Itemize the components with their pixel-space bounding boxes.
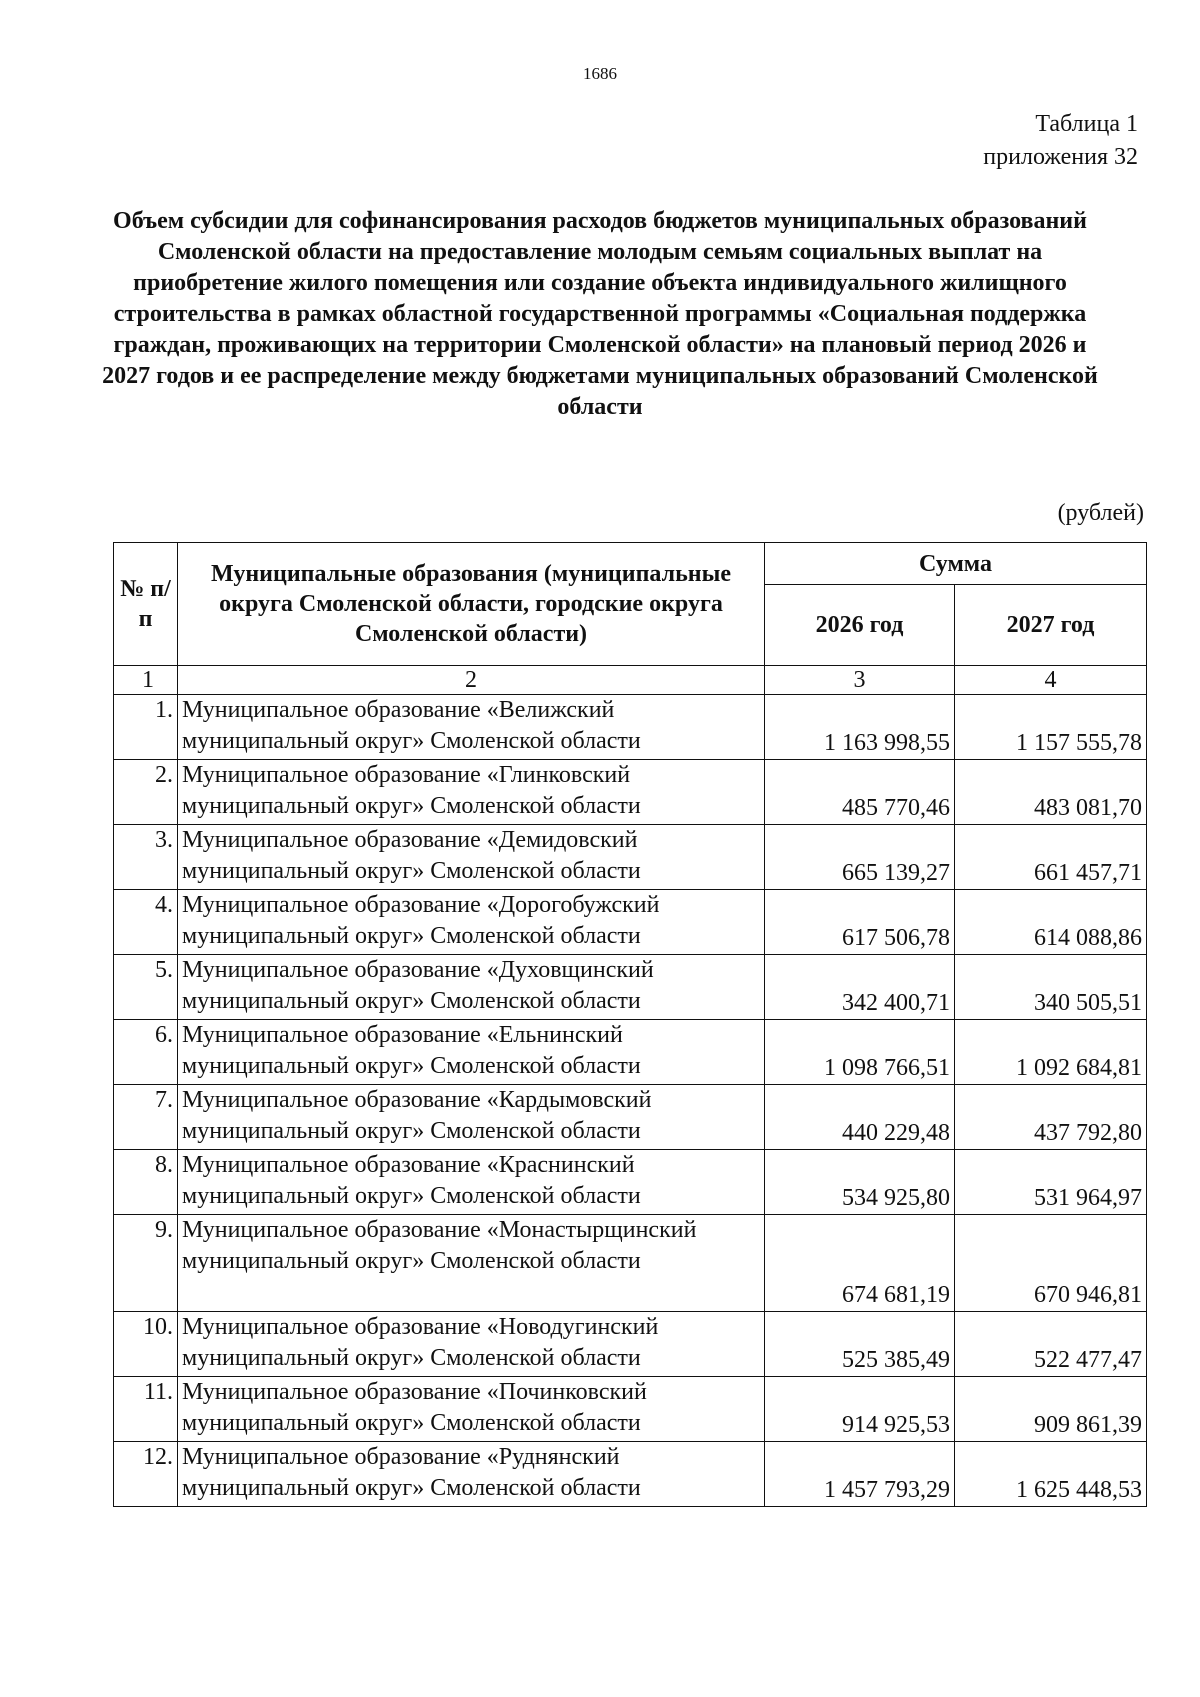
column-number: 4 bbox=[955, 666, 1147, 695]
row-municipality-name: Муниципальное образование «Велижский муниципальный округ» Смоленской области bbox=[178, 695, 765, 760]
row-number: 5. bbox=[114, 955, 178, 1020]
row-number: 6. bbox=[114, 1020, 178, 1085]
row-number: 8. bbox=[114, 1150, 178, 1215]
table-row bbox=[114, 1085, 1147, 1150]
table-row bbox=[114, 1442, 1147, 1507]
row-municipality-name: Муниципальное образование «Ельнинский муниципальный округ» Смоленской области bbox=[178, 1020, 765, 1085]
document-title: Объем субсидии для софинансирования расходов бюджетов муниципальных образований Смоленской области на предоставление молодым семьям социальных выплат на приобретение жилого помещения или создание объекта индивидуального жилищного строительства в рамках областной государственной программы «Социальная поддержка граждан, проживающих на территории Смоленской области» на плановый период 2026 и 2027 годов и ее распределение между бюджетами муниципальных образований Смоленской области bbox=[102, 208, 1098, 420]
row-municipality-name: Муниципальное образование «Новодугинский муниципальный округ» Смоленской области bbox=[178, 1312, 765, 1377]
table-row bbox=[114, 1020, 1147, 1085]
row-number: 9. bbox=[114, 1215, 178, 1312]
row-municipality-name: Муниципальное образование «Дорогобужский муниципальный округ» Смоленской области bbox=[178, 890, 765, 955]
row-number: 12. bbox=[114, 1442, 178, 1507]
units-label: (рублей) bbox=[1057, 500, 1144, 526]
row-municipality-name: Муниципальное образование «Краснинский муниципальный округ» Смоленской области bbox=[178, 1150, 765, 1215]
row-number: 2. bbox=[114, 760, 178, 825]
row-municipality-name: Муниципальное образование «Глинковский муниципальный округ» Смоленской области bbox=[178, 760, 765, 825]
row-number: 4. bbox=[114, 890, 178, 955]
table-row bbox=[114, 955, 1147, 1020]
row-value-2026: 617 506,78 bbox=[765, 890, 955, 955]
row-value-2027: 1 157 555,78 bbox=[955, 695, 1147, 760]
row-value-2027: 483 081,70 bbox=[955, 760, 1147, 825]
row-value-2026: 525 385,49 bbox=[765, 1312, 955, 1377]
row-value-2026: 534 925,80 bbox=[765, 1150, 955, 1215]
table-row bbox=[114, 695, 1147, 760]
table-row bbox=[114, 1215, 1147, 1312]
row-value-2027: 909 861,39 bbox=[955, 1377, 1147, 1442]
header-year-2027: 2027 год bbox=[955, 585, 1147, 666]
row-value-2027: 1 092 684,81 bbox=[955, 1020, 1147, 1085]
row-number: 7. bbox=[114, 1085, 178, 1150]
row-municipality-name: Муниципальное образование «Кардымовский муниципальный округ» Смоленской области bbox=[178, 1085, 765, 1150]
row-number: 11. bbox=[114, 1377, 178, 1442]
row-municipality-name: Муниципальное образование «Духовщинский муниципальный округ» Смоленской области bbox=[178, 955, 765, 1020]
header-year-2026: 2026 год bbox=[765, 585, 955, 666]
row-value-2027: 437 792,80 bbox=[955, 1085, 1147, 1150]
row-value-2027: 340 505,51 bbox=[955, 955, 1147, 1020]
row-value-2026: 1 163 998,55 bbox=[765, 695, 955, 760]
row-municipality-name: Муниципальное образование «Демидовский муниципальный округ» Смоленской области bbox=[178, 825, 765, 890]
row-value-2027: 670 946,81 bbox=[955, 1215, 1147, 1312]
row-value-2027: 661 457,71 bbox=[955, 825, 1147, 890]
table-row bbox=[114, 825, 1147, 890]
row-value-2027: 1 625 448,53 bbox=[955, 1442, 1147, 1507]
row-number: 10. bbox=[114, 1312, 178, 1377]
table-row bbox=[114, 1312, 1147, 1377]
row-value-2026: 665 139,27 bbox=[765, 825, 955, 890]
row-number: 3. bbox=[114, 825, 178, 890]
row-value-2026: 1 098 766,51 bbox=[765, 1020, 955, 1085]
table-row bbox=[114, 760, 1147, 825]
row-municipality-name: Муниципальное образование «Починковский муниципальный округ» Смоленской области bbox=[178, 1377, 765, 1442]
row-value-2027: 531 964,97 bbox=[955, 1150, 1147, 1215]
column-number: 1 bbox=[114, 666, 178, 695]
row-value-2027: 522 477,47 bbox=[955, 1312, 1147, 1377]
row-value-2026: 1 457 793,29 bbox=[765, 1442, 955, 1507]
header-name: Муниципальные образования (муниципальные округа Смоленской области, городские округа Смоленской области) bbox=[178, 543, 765, 666]
header-num: № п/п bbox=[114, 543, 178, 666]
column-number: 3 bbox=[765, 666, 955, 695]
row-value-2026: 440 229,48 bbox=[765, 1085, 955, 1150]
row-value-2027: 614 088,86 bbox=[955, 890, 1147, 955]
row-value-2026: 674 681,19 bbox=[765, 1215, 955, 1312]
row-municipality-name: Муниципальное образование «Монастырщинский муниципальный округ» Смоленской области bbox=[178, 1215, 765, 1312]
row-value-2026: 914 925,53 bbox=[765, 1377, 955, 1442]
row-number: 1. bbox=[114, 695, 178, 760]
row-value-2026: 485 770,46 bbox=[765, 760, 955, 825]
table-reference bbox=[983, 108, 1138, 174]
page-number: 1686 bbox=[583, 64, 617, 83]
table-row bbox=[114, 1150, 1147, 1215]
header-row bbox=[114, 543, 1147, 585]
table-reference-line-1: Таблица 1 bbox=[1035, 111, 1138, 137]
table-reference-line-2: приложения 32 bbox=[983, 144, 1138, 170]
row-value-2026: 342 400,71 bbox=[765, 955, 955, 1020]
table-row bbox=[114, 890, 1147, 955]
table-row bbox=[114, 1377, 1147, 1442]
subsidy-table bbox=[113, 542, 1147, 1507]
row-municipality-name: Муниципальное образование «Руднянский муниципальный округ» Смоленской области bbox=[178, 1442, 765, 1507]
header-sum: Сумма bbox=[765, 543, 1147, 585]
column-numbers-row bbox=[114, 666, 1147, 695]
column-number: 2 bbox=[178, 666, 765, 695]
